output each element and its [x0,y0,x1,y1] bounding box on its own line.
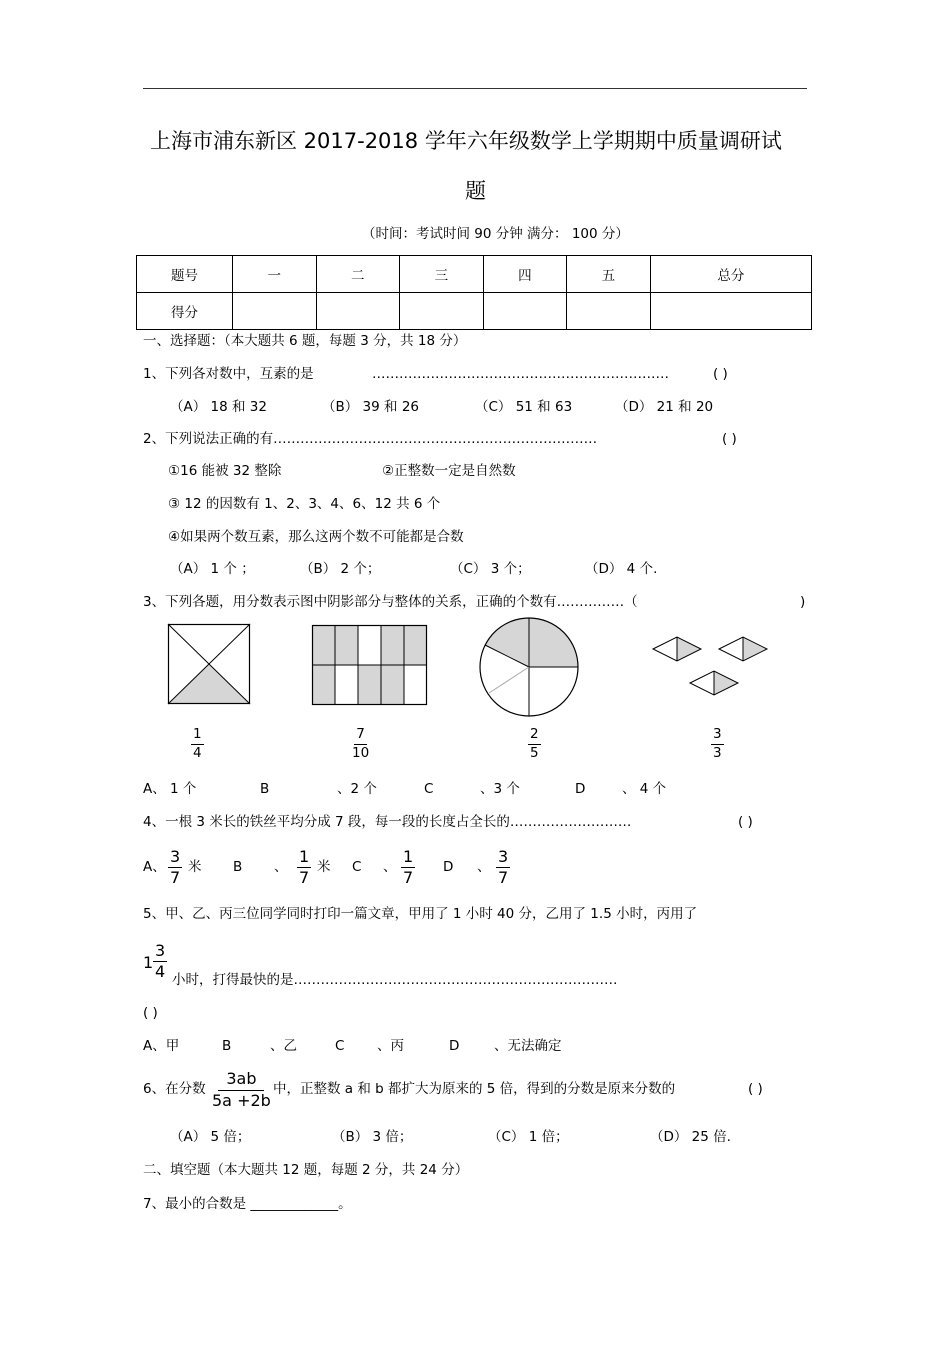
fraction-denominator: 7 [498,868,509,887]
q6-option-b[interactable]: （B） 3 倍； [332,1129,413,1145]
q4-option-c-fraction[interactable] [401,849,415,886]
q2-statement-1: ①16 能被 32 整除 [168,463,282,479]
fraction-denominator: 7 [170,868,181,887]
q6-stem-a: 6、在分数 [143,1081,206,1097]
q5-option-d[interactable]: 、无法确定 [494,1038,562,1054]
q3-answer-paren[interactable]: ) [800,594,806,610]
q2-stem: 2、下列说法正确的有……………………………………………………………… [143,431,598,447]
fraction-numerator: 1 [299,847,310,866]
fraction-numerator: 7 [354,728,367,745]
q3-option-b[interactable]: 、2 个 [337,781,377,797]
table-row [137,293,812,330]
q5-option-c[interactable]: 、丙 [377,1038,404,1054]
top-rule [143,88,807,89]
fraction-denominator: 5a +2b [212,1091,271,1110]
section2-heading: 二、填空题（本大题共 12 题，每题 2 分，共 24 分） [143,1162,469,1178]
q3-figure-grid [312,625,427,705]
q3-figure-square [168,624,250,704]
page-title-continued: 题 [465,179,486,203]
fraction-denominator: 3 [713,744,722,761]
q3-option-c[interactable]: 、3 个 [480,781,520,797]
q4-answer-paren[interactable]: ( ) [738,814,753,830]
q4-option-a-label[interactable]: A、 [143,859,166,875]
page-title: 上海市浦东新区 2017-2018 学年六年级数学上学期期中质量调研试 [150,129,782,153]
q2-statement-4: ④如果两个数互素，那么这两个数不可能都是合数 [168,529,464,545]
q2-option-c[interactable]: （C） 3 个； [450,561,531,577]
q4-option-c-letter[interactable]: C [352,859,362,875]
q2-option-d[interactable]: （D） 4 个. [585,561,658,577]
q2-statement-3: ③ 12 的因数有 1、2、3、4、6、12 共 6 个 [168,496,441,512]
q4-option-d-letter[interactable]: D [443,859,454,875]
score-input-cell[interactable] [483,293,567,330]
table-cell: 三 [400,256,484,293]
table-row [137,256,812,293]
q4-option-b-unit: 米 [317,859,331,875]
q3-fraction-4 [711,728,724,760]
q5-stem: 5、甲、乙、丙三位同学同时打印一篇文章，甲用了 1 小时 40 分，乙用了 1.5 小时，丙用了 [143,906,698,922]
q6-option-a[interactable]: （A） 5 倍； [170,1129,251,1145]
fraction-numerator: 1 [191,728,204,745]
q5-answer-paren[interactable]: ( ) [143,1005,158,1021]
q2-answer-paren[interactable]: ( ) [722,431,737,447]
q5-option-c-letter[interactable]: C [335,1038,345,1054]
q3-option-c-letter[interactable]: C [424,781,434,797]
q3-option-d[interactable]: 、 4 个 [622,781,667,797]
q1-option-a[interactable]: （A） 18 和 32 [170,399,267,415]
table-cell: 一 [233,256,317,293]
q6-answer-paren[interactable]: ( ) [748,1081,763,1097]
fraction-numerator: 3 [711,728,724,745]
table-cell: 四 [483,256,567,293]
q4-option-b-sep: 、 [274,859,288,875]
q5-option-b-letter[interactable]: B [222,1038,232,1054]
q6-option-d[interactable]: （D） 25 倍. [650,1129,731,1145]
table-cell: 题号 [137,256,233,293]
q3-fraction-3 [528,728,541,760]
q5-mixed-whole: 1 [143,953,154,972]
q1-option-b[interactable]: （B） 39 和 26 [322,399,419,415]
fraction-denominator: 5 [530,744,539,761]
q2-statement-2: ②正整数一定是自然数 [382,463,516,479]
fraction-denominator: 7 [403,868,414,887]
q1-dots: ………………………………………………………… [372,366,669,382]
q6-fraction [212,1071,271,1109]
q5-stem-continued: 小时，打得最快的是……………………………………………………………… [172,972,618,988]
q5-mixed-fraction [153,943,167,980]
table-cell: 五 [567,256,651,293]
score-input-cell[interactable] [233,293,317,330]
q6-option-c[interactable]: （C） 1 倍； [488,1129,569,1145]
score-table [136,255,812,330]
score-input-cell[interactable] [567,293,651,330]
table-cell: 得分 [137,293,233,330]
q3-fraction-2 [352,728,369,760]
q1-stem: 1、下列各对数中，互素的是 [143,366,314,382]
fraction-numerator: 3 [170,847,181,866]
q5-option-b[interactable]: 、乙 [270,1038,297,1054]
fraction-denominator: 7 [299,868,310,887]
q3-option-a[interactable]: A、 1 个 [143,781,197,797]
fraction-numerator: 1 [403,847,414,866]
q3-fraction-1 [191,728,204,760]
q1-option-d[interactable]: （D） 21 和 20 [615,399,714,415]
q4-option-a-fraction[interactable] [168,849,182,886]
fraction-numerator: 2 [528,728,541,745]
table-cell: 二 [316,256,400,293]
fraction-numerator: 3ab [218,1071,264,1091]
q4-option-d-fraction[interactable] [496,849,510,886]
q4-stem: 4、一根 3 米长的铁丝平均分成 7 段，每一段的长度占全长的……………………… [143,814,632,830]
fraction-numerator: 3 [155,941,166,960]
score-input-cell[interactable] [650,293,811,330]
q3-option-b-letter[interactable]: B [260,781,270,797]
q4-option-a-unit: 米 [188,859,202,875]
q1-answer-paren[interactable]: ( ) [713,366,728,382]
q4-option-c-sep: 、 [383,859,397,875]
fraction-denominator: 10 [352,744,370,761]
exam-info: （时间：考试时间 90 分钟 满分： 100 分） [362,226,629,242]
q1-option-c[interactable]: （C） 51 和 63 [475,399,573,415]
fraction-denominator: 4 [193,744,202,761]
q3-figure-rhombuses [653,635,771,701]
score-input-cell[interactable] [400,293,484,330]
q3-stem: 3、下列各题，用分数表示图中阴影部分与整体的关系，正确的个数有……………（ [143,594,638,610]
q7-stem[interactable]: 7、最小的合数是 _____________。 [143,1196,352,1212]
q5-option-a[interactable]: A、甲 [143,1038,180,1054]
q4-option-b-letter[interactable]: B [233,859,243,875]
q2-option-a[interactable]: （A） 1 个 ； [170,561,255,577]
section1-heading: 一、选择题：（本大题共 6 题，每题 3 分，共 18 分） [143,333,467,349]
q5-option-d-letter[interactable]: D [449,1038,460,1054]
q6-stem-b: 中，正整数 a 和 b 都扩大为原来的 5 倍，得到的分数是原来分数的 [273,1081,676,1097]
score-input-cell[interactable] [316,293,400,330]
fraction-numerator: 3 [498,847,509,866]
table-cell: 总分 [650,256,811,293]
q2-option-b[interactable]: （B） 2 个； [300,561,381,577]
q3-option-d-letter[interactable]: D [575,781,586,797]
q4-option-b-fraction[interactable] [297,849,311,886]
fraction-denominator: 4 [155,962,166,981]
q4-option-d-sep: 、 [477,859,491,875]
q3-figure-circle [479,618,579,716]
